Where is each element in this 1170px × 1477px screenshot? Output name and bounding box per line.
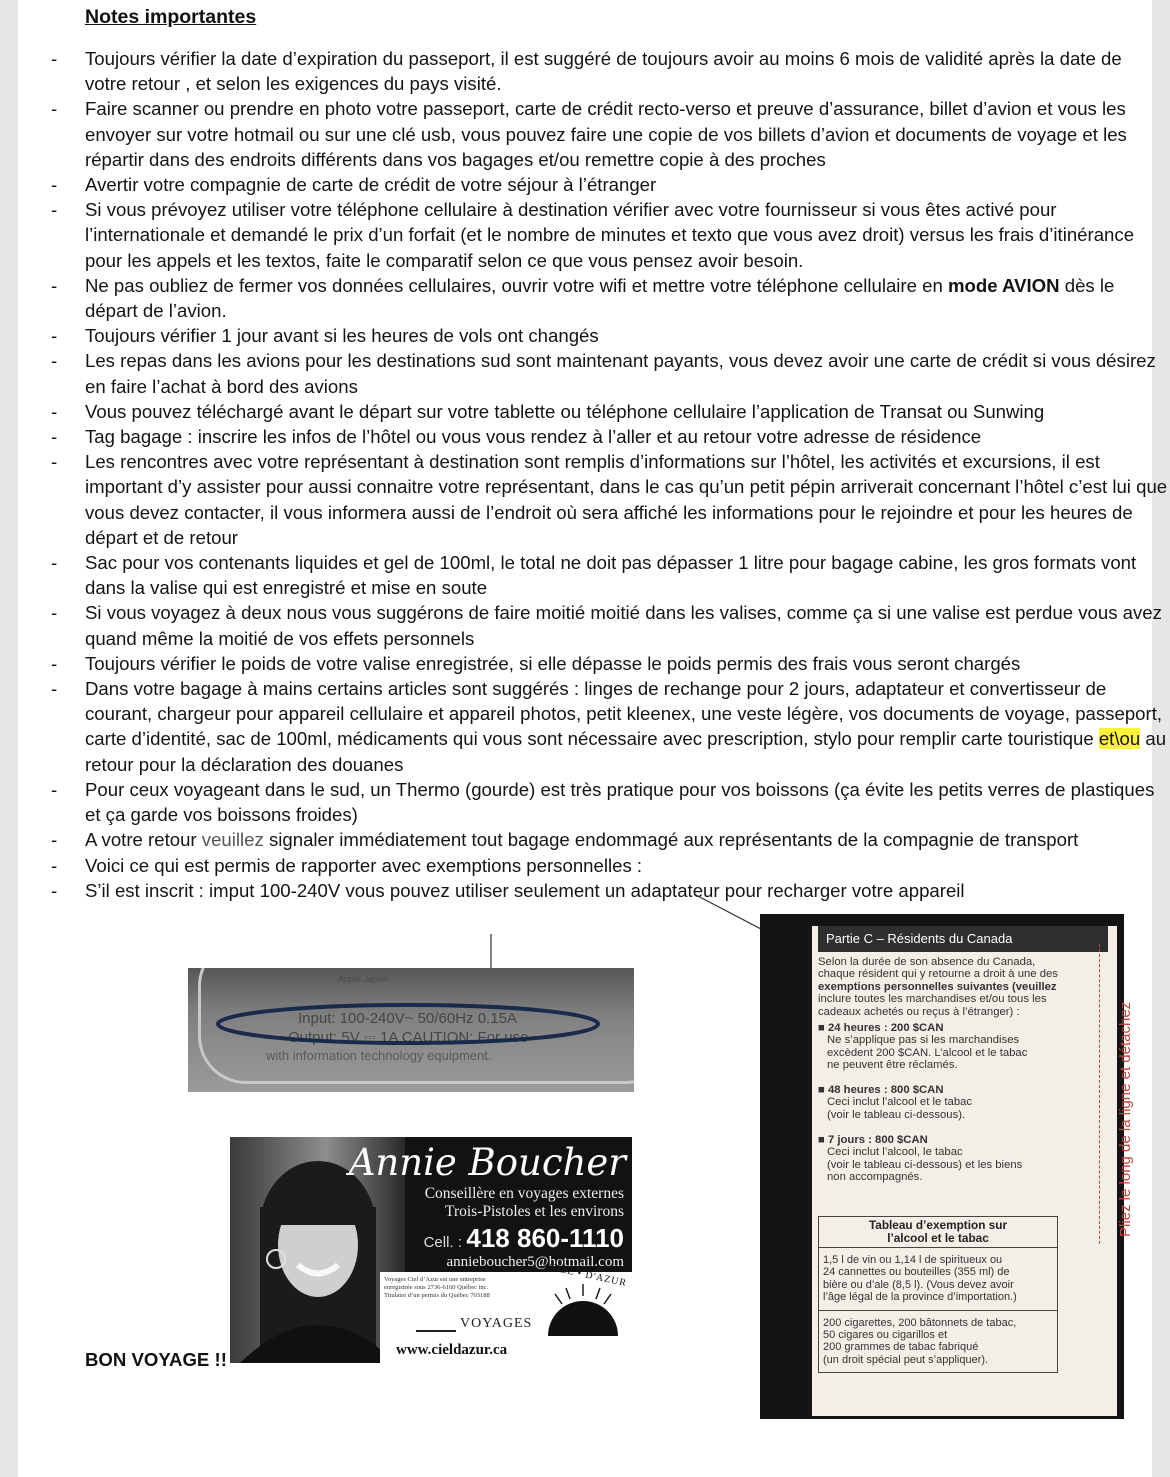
card-email[interactable]: annieboucher5@hotmail.com [446, 1254, 624, 1270]
table-title: Tableau d’exemption sur l’alcool et le tabac [819, 1217, 1057, 1248]
fold-line [1099, 944, 1116, 1244]
bullet-dash: - [51, 652, 58, 674]
table-row-alcohol: 1,5 l de vin ou 1,14 l de spiritueux ou 24 cannettes ou bouteilles (355 ml) de bière ou d’ale (8,5 l). (Vous devez avoir l’âge légal de la province d’importation.) [819, 1248, 1057, 1311]
customs-header: Partie C – Résidents du Canada [818, 926, 1108, 952]
bullet-dash: - [51, 879, 58, 901]
bullet-dash: - [51, 48, 58, 69]
note-after-text: au retour pour la déclaration des douanes [85, 728, 1167, 775]
document-page [18, 0, 1168, 1477]
charger-label-photo [188, 968, 634, 1092]
note-before-text: Ne pas oubliez de fermer vos données cellulaires, ouvrir votre wifi et mettre votre téléphone cellulaire en [85, 274, 948, 296]
note-text-text: Vous pouvez téléchargé avant le départ sur votre tablette ou téléphone cellulaire l’application de Transat ou Sunwing [85, 400, 1045, 422]
note-gray-text: veuillez [201, 829, 264, 851]
note-before-text: Dans votre bagage à mains certains articles sont suggérés : linges de rechange pour 2 jours, adaptateur et convertisseur de courant, chargeur pour appareil cellulaire et appareil photos, petit kleenex, une veste légère, vos documents de voyage, passeport, carte d’identité, sac de 100ml, médicaments qui vous sont nécessaire avec prescription, stylo pour remplir carte touristique [85, 678, 1163, 750]
bullet-dash: - [51, 552, 58, 574]
note-text-text: Si vous prévoyez utiliser votre téléphone cellulaire à destination vérifier avec votre fournisseur si vous êtes activé pour l’internationale et demandé le prix d’un forfait (et le nombre de minutes et texto que vous avez droit) versus les frais d’itinérance pour les appels et les textos, faite le comparatif selon ce que vous pensez avoir besoin. [85, 199, 1135, 271]
note-text-text: Tag bagage : inscrire les infos de l’hôtel ou vous vous rendez à l’aller et au retour votre adresse de résidence [85, 426, 982, 448]
note-bold-text: mode AVION [947, 274, 1060, 296]
card-role: Conseillère en voyages externes [424, 1185, 624, 1202]
note-text-text: Toujours vérifier 1 jour avant si les heures de vols ont changés [85, 325, 599, 347]
bullet-dash: - [51, 451, 58, 473]
charger-output-text: Output: 5V ⎓ 1A CAUTION: For use [288, 1029, 529, 1046]
bullet-dash: - [51, 174, 58, 196]
note-text-text: Voici ce qui est permis de rapporter avec exemptions personnelles : [85, 854, 643, 876]
charger-input-text: Input: 100-240V~ 50/60Hz 0.15A [298, 1010, 517, 1027]
card-legal: Voyages Ciel d’Azur est une entreprise enregistrée sous 2736-6160 Québec inc. Titulaire d’un permis du Québec 703188 [384, 1276, 490, 1299]
card-divider [416, 1330, 456, 1332]
note-text-text: Les rencontres avec votre représentant à destination sont remplis d’informations sur l’hôtel, les activités et excursions, il est important d’y assister pour aussi connaitre votre représentant, dans le cas qu’un petit pépin arriverait concernant l’hôtel c’est lui que vous devez contacter, il vous informera aussi de l’endroit où sera affiché les informations pour le rejoindre et pour les heures de départ et de retour [85, 451, 1168, 548]
card-area: Trois-Pistoles et les environs [445, 1203, 624, 1220]
card-brand-sub: VOYAGES [460, 1316, 533, 1331]
bullet-dash: - [51, 602, 58, 624]
note-text-text: Sac pour vos contenants liquides et gel de 100ml, le total ne doit pas dépasser 1 litre pour bagage cabine, les gros formats vont dans la valise qui est enregistré et mise en soute [85, 552, 1137, 599]
note-text-text: S’il est inscrit : imput 100-240V vous pouvez utiliser seulement un adaptateur pour recharger votre appareil [85, 879, 965, 901]
note-highlight-text: et\ou [1098, 728, 1141, 750]
bullet-dash: - [51, 98, 58, 120]
bullet-dash: - [51, 400, 58, 422]
bullet-dash: - [51, 350, 58, 372]
bullet-dash: - [51, 829, 58, 851]
alcohol-tobacco-table [818, 1216, 1058, 1373]
exemption-7days: ■ 7 jours : 800 $CAN Ceci inclut l’alcool, le tabac (voir le tableau ci-dessous) et les biens non accompagnés. [818, 1134, 1023, 1184]
bullet-dash: - [51, 426, 58, 448]
customs-form [812, 926, 1134, 1416]
note-text-text: Pour ceux voyageant dans le sud, un Thermo (gourde) est très pratique pour vos boissons (ça évite les petits verres de plastiques et ça garde vos boissons froides) [85, 778, 1155, 826]
card-cell-label: Cell. : [423, 1234, 462, 1251]
note-text-text: Si vous voyagez à deux nous vous suggérons de faire moitié moitié dans les valises, comme ça si une valise est perdue vous avez quand même la moitié de vos effets personnels [85, 602, 1162, 649]
ciel-dazur-logo [540, 1278, 626, 1358]
customs-exemption-photo [760, 914, 1134, 1419]
card-name: Annie Boucher [348, 1141, 626, 1184]
charger-highlight-ellipse [188, 968, 634, 1092]
bullet-dash: - [51, 678, 58, 700]
closing-text: BON VOYAGE !! [85, 1349, 227, 1370]
note-text-text: Toujours vérifier la date d’expiration du passeport, il est suggéré de toujours avoir au moins 6 mois de validité après la date de votre retour , et selon les exigences du pays visité. [85, 48, 1122, 95]
note-text-text: Faire scanner ou prendre en photo votre passeport, carte de crédit recto-verso et preuve d’assurance, billet d’avion et vous les envoyer sur votre hotmail ou sur une clé usb, vous pouvez faire une copie de vos billets d’avion et documents de voyage et les répartir dans des endroits différents dans vos bagages et/ou remettre copie à des proches [85, 98, 1127, 170]
note-after-text: dès le départ de l’avion. [85, 274, 1115, 322]
card-phone[interactable]: 418 860-1110 [466, 1223, 624, 1253]
note-after-text: signaler immédiatement tout bagage endommagé aux représentants de la compagnie de transport [263, 829, 1079, 851]
charger-footer-text: with information technology equipment. [266, 1048, 492, 1063]
bullet-dash: - [51, 778, 58, 800]
bullet-dash: - [51, 854, 58, 876]
page-title: Notes importantes [85, 6, 257, 28]
note-text-text: Toujours vérifier le poids de votre valise enregistrée, si elle dépasse le poids permis des frais vous seront chargés [85, 652, 1021, 674]
bullet-dash: - [51, 325, 58, 347]
business-card [230, 1137, 632, 1363]
customs-intro: Selon la durée de son absence du Canada, chaque résident qui y retourne a droit à une des exemptions personnelles suivantes (veuillez inclure toutes les marchandises et/ou tous les cadeaux achetés ou reçus à l’étranger) : [818, 956, 1058, 1018]
charger-brand: Apple Japan [338, 974, 389, 984]
table-row-tobacco: 200 cigarettes, 200 bâtonnets de tabac, 50 cigares ou cigarillos et 200 grammes de tabac fabriqué (un droit spécial peut s’appliquer). [823, 1316, 1017, 1366]
bullet-dash: - [51, 199, 58, 221]
note-text-text: Avertir votre compagnie de carte de crédit de votre séjour à l’étranger [85, 174, 657, 196]
bullet-dash: - [51, 274, 58, 296]
note-text-text: Les repas dans les avions pour les destinations sud sont maintenant payants, vous devez avoir une carte de crédit si vous désirez en faire l’achat à bord des avions [85, 350, 1156, 397]
exemption-48h: ■ 48 heures : 800 $CAN Ceci inclut l’alcool et le tabac (voir le tableau ci-dessous). [818, 1084, 973, 1121]
exemption-24h: ■ 24 heures : 200 $CAN Ne s’applique pas si les marchandises excèdent 200 $CAN. L’alcool et le tabac ne peuvent être réclamés. [818, 1022, 1028, 1072]
card-website[interactable]: www.cieldazur.ca [396, 1342, 508, 1358]
fold-instruction: Pliez le long de la ligne et détachez [1117, 1001, 1134, 1237]
card-brand: CIEL • D'AZUR [547, 1261, 628, 1290]
note-before-text: A votre retour [85, 829, 202, 851]
